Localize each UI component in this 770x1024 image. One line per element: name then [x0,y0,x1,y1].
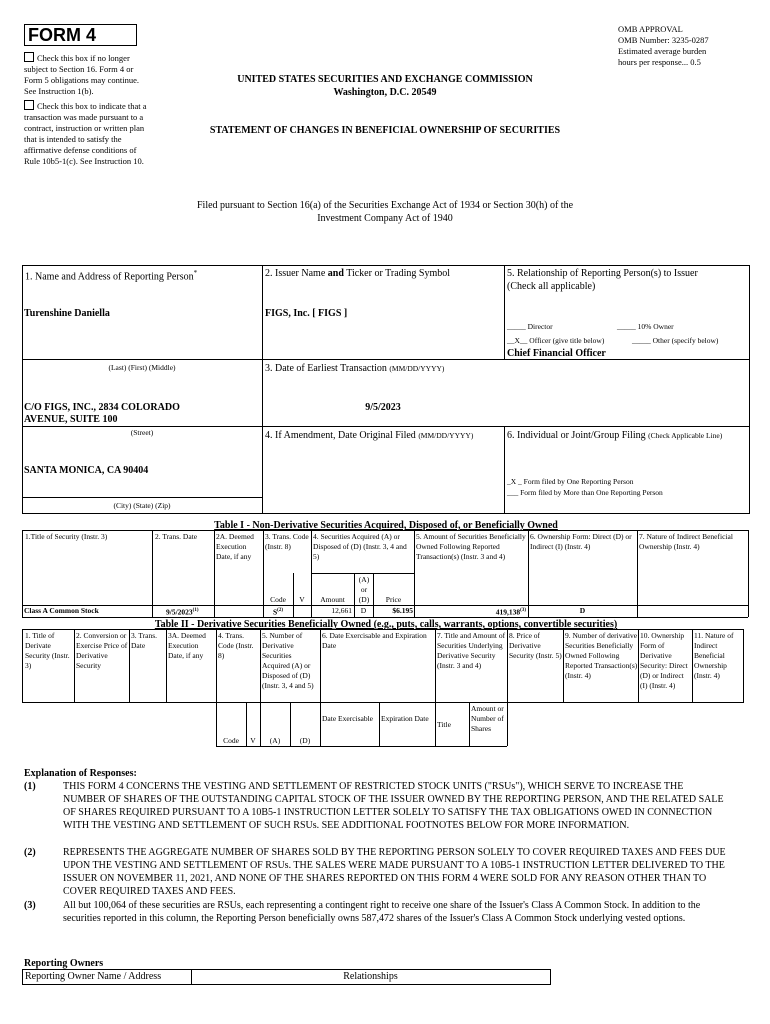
city-hint: (City) (State) (Zip) [113,501,171,510]
t1-owned: 419,138$^{(3)}$ [495,607,526,617]
box3-label: 3. Date of Earliest Transaction (MM/DD/YYYY) [265,363,445,374]
t1-code: $S^{(2)}$ [273,607,284,617]
address-line1: C/O FIGS, INC., 2834 COLORADO [24,402,180,413]
omb-approval [618,24,758,68]
box5-label-2: (Check all applicable) [507,281,596,292]
t2-sub-amount: Amount or Number of Shares [471,704,504,733]
form-title-box [24,24,137,46]
omb-line: hours per response... 0.5 [618,57,701,67]
t1-col-nature: 7. Nature of Indirect Beneficial Ownership (Instr. 4) [639,532,733,551]
name-format-hint: (Last) (First) (Middle) [108,363,176,372]
t1-col-code: 3. Trans. Code (Instr. 8) [265,532,309,551]
t2-col-price: 8. Price of Derivative Security (Instr. 5) [509,631,562,660]
t2-sub-exercisable: Date Exercisable [322,714,374,723]
t1-security: Class A Common Stock [24,606,99,615]
street-hint: (Street) [130,428,154,437]
form-title: FORM 4 [28,25,97,45]
t1-sub-price: Price [385,595,402,604]
officer-title: Chief Financial Officer [507,348,606,359]
t1-form: D [579,606,586,615]
relationship-10pct-owner: _____ 10% Owner [617,322,674,331]
box4-label: 4. If Amendment, Date Original Filed (MM/DD/YYYY) [265,430,474,441]
footnote-number: (3) [24,900,36,911]
statement-title: STATEMENT OF CHANGES IN BENEFICIAL OWNERSHIP OF SECURITIES [209,125,561,136]
t2-sub-v: V [250,736,256,745]
t1-date: 9/5/2023$^{(1)}$ [166,607,199,617]
footnote-number: (1) [24,781,36,792]
relationship-other: _____ Other (specify below) [632,336,719,345]
t1-col-date: 2. Trans. Date [155,532,198,541]
omb-line: OMB APPROVAL [618,24,683,34]
footnote-text: All but 100,064 of these securities are RSUs, each representing a contingent right to receive one share of the Issuer's Class A Common Stock. In addition to the securities reported in this column, the Reporting Person beneficially owns 587,472 shares of the Issuer's Class A Common Stock underlying vested options. [63,900,701,924]
t2-sub-a: (A) [269,736,281,745]
checkbox-icon[interactable] [24,100,34,110]
agency-name: UNITED STATES SECURITIES AND EXCHANGE COMMISSION [237,74,533,85]
checkbox-icon[interactable] [24,52,34,62]
box5-label-1: 5. Relationship of Reporting Person(s) to Issuer [507,268,698,279]
checkbox-10b5[interactable] [24,100,150,167]
t2-sub-code: Code [223,736,239,745]
omb-line: OMB Number: 3235-0287 [618,35,709,45]
filing-option-group: ___ Form filed by More than One Reporting Person [507,488,663,497]
t1-amount: 12,661 [331,606,352,615]
footnote-number: (2) [24,847,36,858]
t2-sub-expiration: Expiration Date [381,714,429,723]
t1-sub-v: V [299,595,305,604]
relationship-officer: __X__ Officer (give title below) [507,336,605,345]
agency-city: Washington, D.C. 20549 [333,87,437,98]
filed-pursuant-line2: Investment Company Act of 1940 [317,213,453,224]
reporting-person-name: Turenshine Daniella [24,308,110,319]
footnote-text: THIS FORM 4 CONCERNS THE VESTING AND SETTLEMENT OF RESTRICTED STOCK UNITS ("RSUs"), WHICH SERVE TO INCREASE THE NUMBER OF SHARES OF THE OUTSTANDING CAPITAL STOCK OF THE ISSUER OWNED BY THE REPORTING PERSON, AND THE RELATED SALE OF SHARES REQUIRED PURSUANT TO A 10B5-1 INSTRUCTION LETTER SOLELY TO SATISFY THE TAX OBLIGATIONS OWED IN CONNECTION WITH THE VESTING AND SETTLEMENT OF SUCH RSUs. SEE ADDITIONAL FOOTNOTES BELOW FOR MORE INFORMATION. [63,781,724,831]
t1-col-form: 6. Ownership Form: Direct (D) or Indirect (I) (Instr. 4) [530,532,632,551]
t2-col-deemed: 3A. Deemed Execution Date, if any [168,631,206,660]
t2-col-exercisable: 6. Date Exercisable and Expiration Date [322,631,427,650]
t1-sub-amount: Amount [320,595,345,604]
t2-col-conversion: 2. Conversion or Exercise Price of Derivative Security [76,631,128,670]
box2-label: 2. Issuer Name and Ticker or Trading Symbol [265,268,451,279]
t1-sub-code: Code [270,595,286,604]
table1-title: Table I - Non-Derivative Securities Acquired, Disposed of, or Beneficially Owned [214,520,558,531]
box1-label: 1. Name and Address of Reporting Person* [25,269,198,283]
owners-col-name: Reporting Owner Name / Address [25,971,162,982]
checkbox-section16[interactable] [24,52,150,97]
filed-pursuant-line1: Filed pursuant to Section 16(a) of the Securities Exchange Act of 1934 or Section 30(h) of the [196,200,574,211]
address-line2: AVENUE, SUITE 100 [24,414,118,425]
explanation-heading: Explanation of Responses: [24,768,137,779]
t2-col-number: 5. Number of Derivative Securities Acquired (A) or Disposed of (D) (Instr. 3, 4 and 5) [262,631,314,690]
t2-sub-title: Title [437,720,451,729]
t1-sub-ad: (A) or (D) [358,575,370,604]
box6-label: 6. Individual or Joint/Group Filing (Check Applicable Line) [507,430,723,441]
owners-col-relationships: Relationships [343,971,398,982]
t2-col-title: 1. Title of Derivate Security (Instr. 3) [25,631,70,670]
t2-col-form: 10. Ownership Form of Derivative Security: Direct (D) or Indirect (I) (Instr. 4) [640,631,688,690]
t2-col-code: 4. Trans. Code (Instr. 8) [218,631,254,660]
t2-sub-d: (D) [299,736,311,745]
omb-line: Estimated average burden [618,46,707,56]
relationship-director: _____ Director [507,322,553,331]
t1-ad: D [360,606,367,615]
t1-col-title: 1.Title of Security (Instr. 3) [25,532,108,541]
reporting-owners-heading: Reporting Owners [24,958,104,969]
t2-col-underlying: 7. Title and Amount of Securities Underlying Derivative Security (Instr. 3 and 4) [437,631,506,670]
filing-option-one: _X _ Form filed by One Reporting Person [507,477,634,486]
earliest-transaction-date: 9/5/2023 [365,402,401,413]
checkbox-10b5-label: Check this box to indicate that a transaction was made pursuant to a contract, instruction or written plan that is intended to satisfy the affirmative defense conditions of Rule 10b5-1(c). See Instruction 10. [24,101,147,166]
t1-col-acquired: 4. Securities Acquired (A) or Disposed of (D) (Instr. 3, 4 and 5) [313,532,407,561]
footnote-text: REPRESENTS THE AGGREGATE NUMBER OF SHARES SOLD BY THE REPORTING PERSON SOLELY TO COVER REQUIRED TAXES AND FEES DUE UPON THE VESTING AND SETTLEMENT OF RSUs. THE SALES WERE MADE PURSUANT TO A 10B5-1 INSTRUCTION LETTER DELIVERED TO THE ISSUER ON NOVEMBER 11, 2021, AND NONE OF THE SHARES REPORTED ON THIS FORM 4 WERE SOLD FOR ANY REASON OTHER THAN TO COVER REQUIRED TAXES AND FEES. [63,847,726,897]
t2-col-nature: 11. Nature of Indirect Beneficial Ownership (Instr. 4) [694,631,734,680]
t1-price: $6.195 [392,606,413,615]
city-state-zip: SANTA MONICA, CA 90404 [24,465,149,476]
table2-title: Table II - Derivative Securities Beneficially Owned (e.g., puts, calls, warrants, options, convertible securities) [154,619,618,630]
checkbox-section16-label: Check this box if no longer subject to Section 16. Form 4 or Form 5 obligations may continue. See Instruction 1(b). [24,53,139,96]
t1-col-deemed: 2A. Deemed Execution Date, if any [216,532,254,561]
t2-col-date: 3. Trans. Date [131,631,158,650]
asterisk: * [193,269,198,277]
t1-col-owned: 5. Amount of Securities Beneficially Owned Following Reported Transaction(s) (Instr. 3 and 4) [416,532,526,561]
t2-col-owned: 9. Number of derivative Securities Beneficially Owned Following Reported Transaction(s) (Instr. 4) [565,631,638,680]
issuer-name: FIGS, Inc. [ FIGS ] [265,308,348,319]
reporting-owners-table [22,969,551,985]
